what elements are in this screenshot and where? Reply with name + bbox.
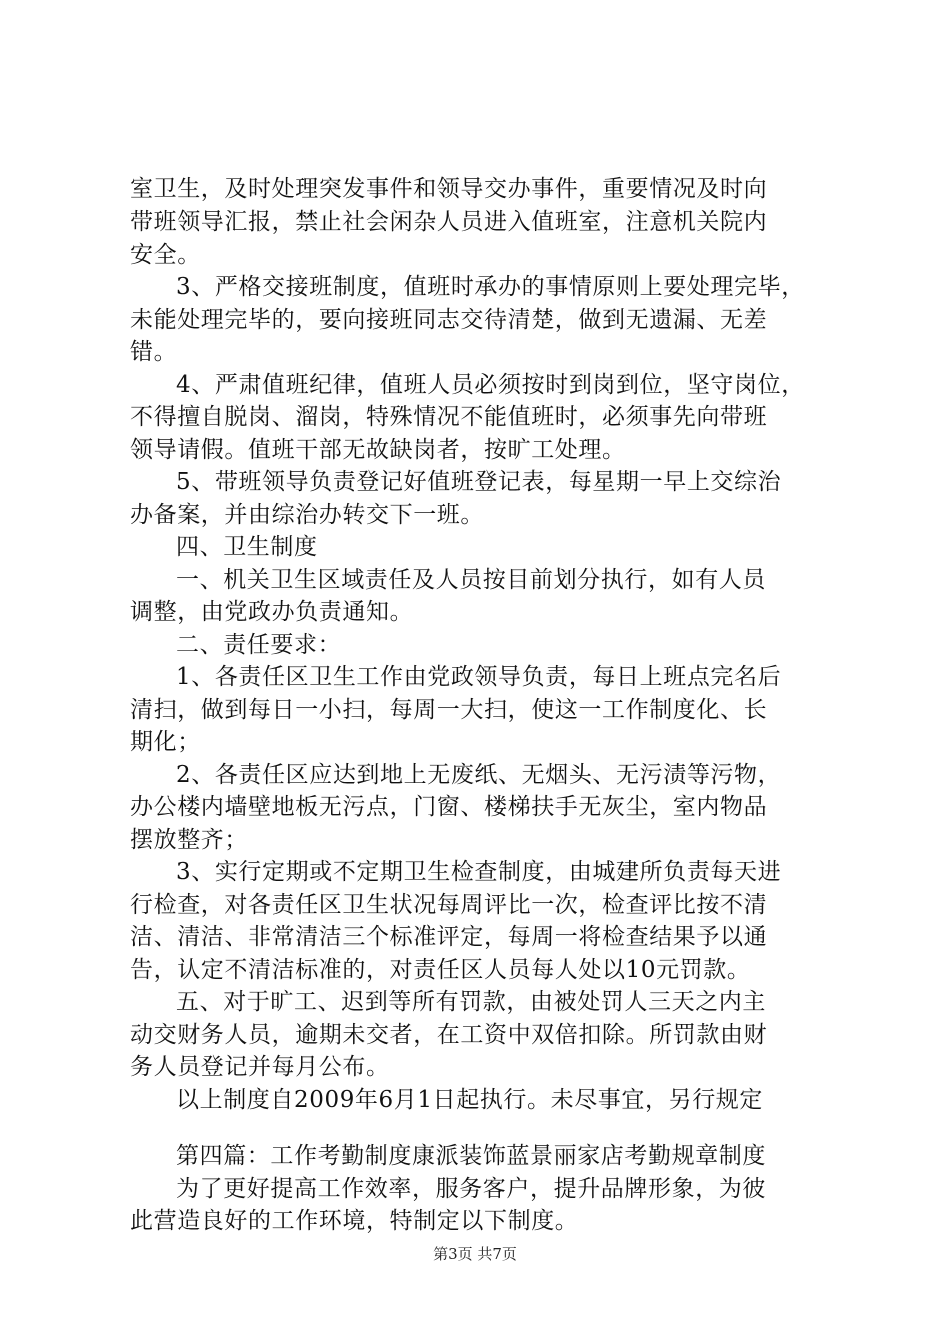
text-line: 期化； (130, 729, 201, 755)
text-line: 带班领导汇报，禁止社会闲杂人员进入值班室，注意机关院内 (130, 209, 768, 235)
text-line: 3、实行定期或不定期卫生检查制度，由城建所负责每天进 (176, 859, 782, 885)
text-line: 此营造良好的工作环境，特制定以下制度。 (130, 1208, 579, 1234)
text-line: 洁、清洁、非常清洁三个标准评定，每周一将检查结果予以通 (130, 924, 768, 950)
text-line: 调整，由党政办负责通知。 (130, 599, 414, 625)
text-line: 未能处理完毕的，要向接班同志交待清楚，做到无遗漏、无差 (130, 307, 768, 333)
text-line: 室卫生，及时处理突发事件和领导交办事件，重要情况及时向 (130, 176, 768, 202)
text-line: 清扫，做到每日一小扫，每周一大扫，使这一工作制度化、长 (130, 697, 768, 723)
text-line: 以上制度自2009年6月1日起执行。未尽事宜，另行规定 (176, 1087, 763, 1113)
text-line: 错。 (130, 339, 178, 365)
text-line: 办备案，并由综治办转交下一班。 (130, 502, 484, 528)
text-line: 动交财务人员，逾期未交者，在工资中双倍扣除。所罚款由财 (130, 1022, 768, 1048)
text-line: 安全。 (130, 242, 201, 268)
text-line: 二、责任要求： (176, 632, 342, 658)
text-line: 摆放整齐； (130, 827, 248, 853)
text-line: 办公楼内墙壁地板无污点，门窗、楼梯扶手无灰尘，室内物品 (130, 794, 768, 820)
text-line: 4、严肃值班纪律，值班人员必须按时到岗到位，坚守岗位， (176, 372, 805, 398)
text-line: 不得擅自脱岗、溜岗，特殊情况不能值班时，必须事先向带班 (130, 404, 768, 430)
text-line: 一、机关卫生区域责任及人员按目前划分执行，如有人员 (176, 567, 766, 593)
text-line: 5、带班领导负责登记好值班登记表，每星期一早上交综治 (176, 469, 782, 495)
text-line: 2、各责任区应达到地上无废纸、无烟头、无污渍等污物， (176, 762, 782, 788)
text-line: 领导请假。值班干部无故缺岗者，按旷工处理。 (130, 437, 626, 463)
text-line: 行检查，对各责任区卫生状况每周评比一次，检查评比按不清 (130, 892, 768, 918)
text-line: 告，认定不清洁标准的，对责任区人员每人处以10元罚款。 (130, 957, 751, 983)
text-line: 务人员登记并每月公布。 (130, 1054, 390, 1080)
page-number-footer: 第3页 共7页 (433, 1245, 517, 1263)
section-heading: 四、卫生制度 (176, 534, 318, 560)
text-line: 3、严格交接班制度，值班时承办的事情原则上要处理完毕， (176, 274, 805, 300)
text-line: 1、各责任区卫生工作由党政领导负责，每日上班点完名后 (176, 664, 782, 690)
text-line: 为了更好提高工作效率，服务客户，提升品牌形象，为彼 (176, 1176, 766, 1202)
chapter-heading: 第四篇：工作考勤制度康派装饰蓝景丽家店考勤规章制度 (176, 1143, 766, 1169)
text-line: 五、对于旷工、迟到等所有罚款，由被处罚人三天之内主 (176, 989, 766, 1015)
